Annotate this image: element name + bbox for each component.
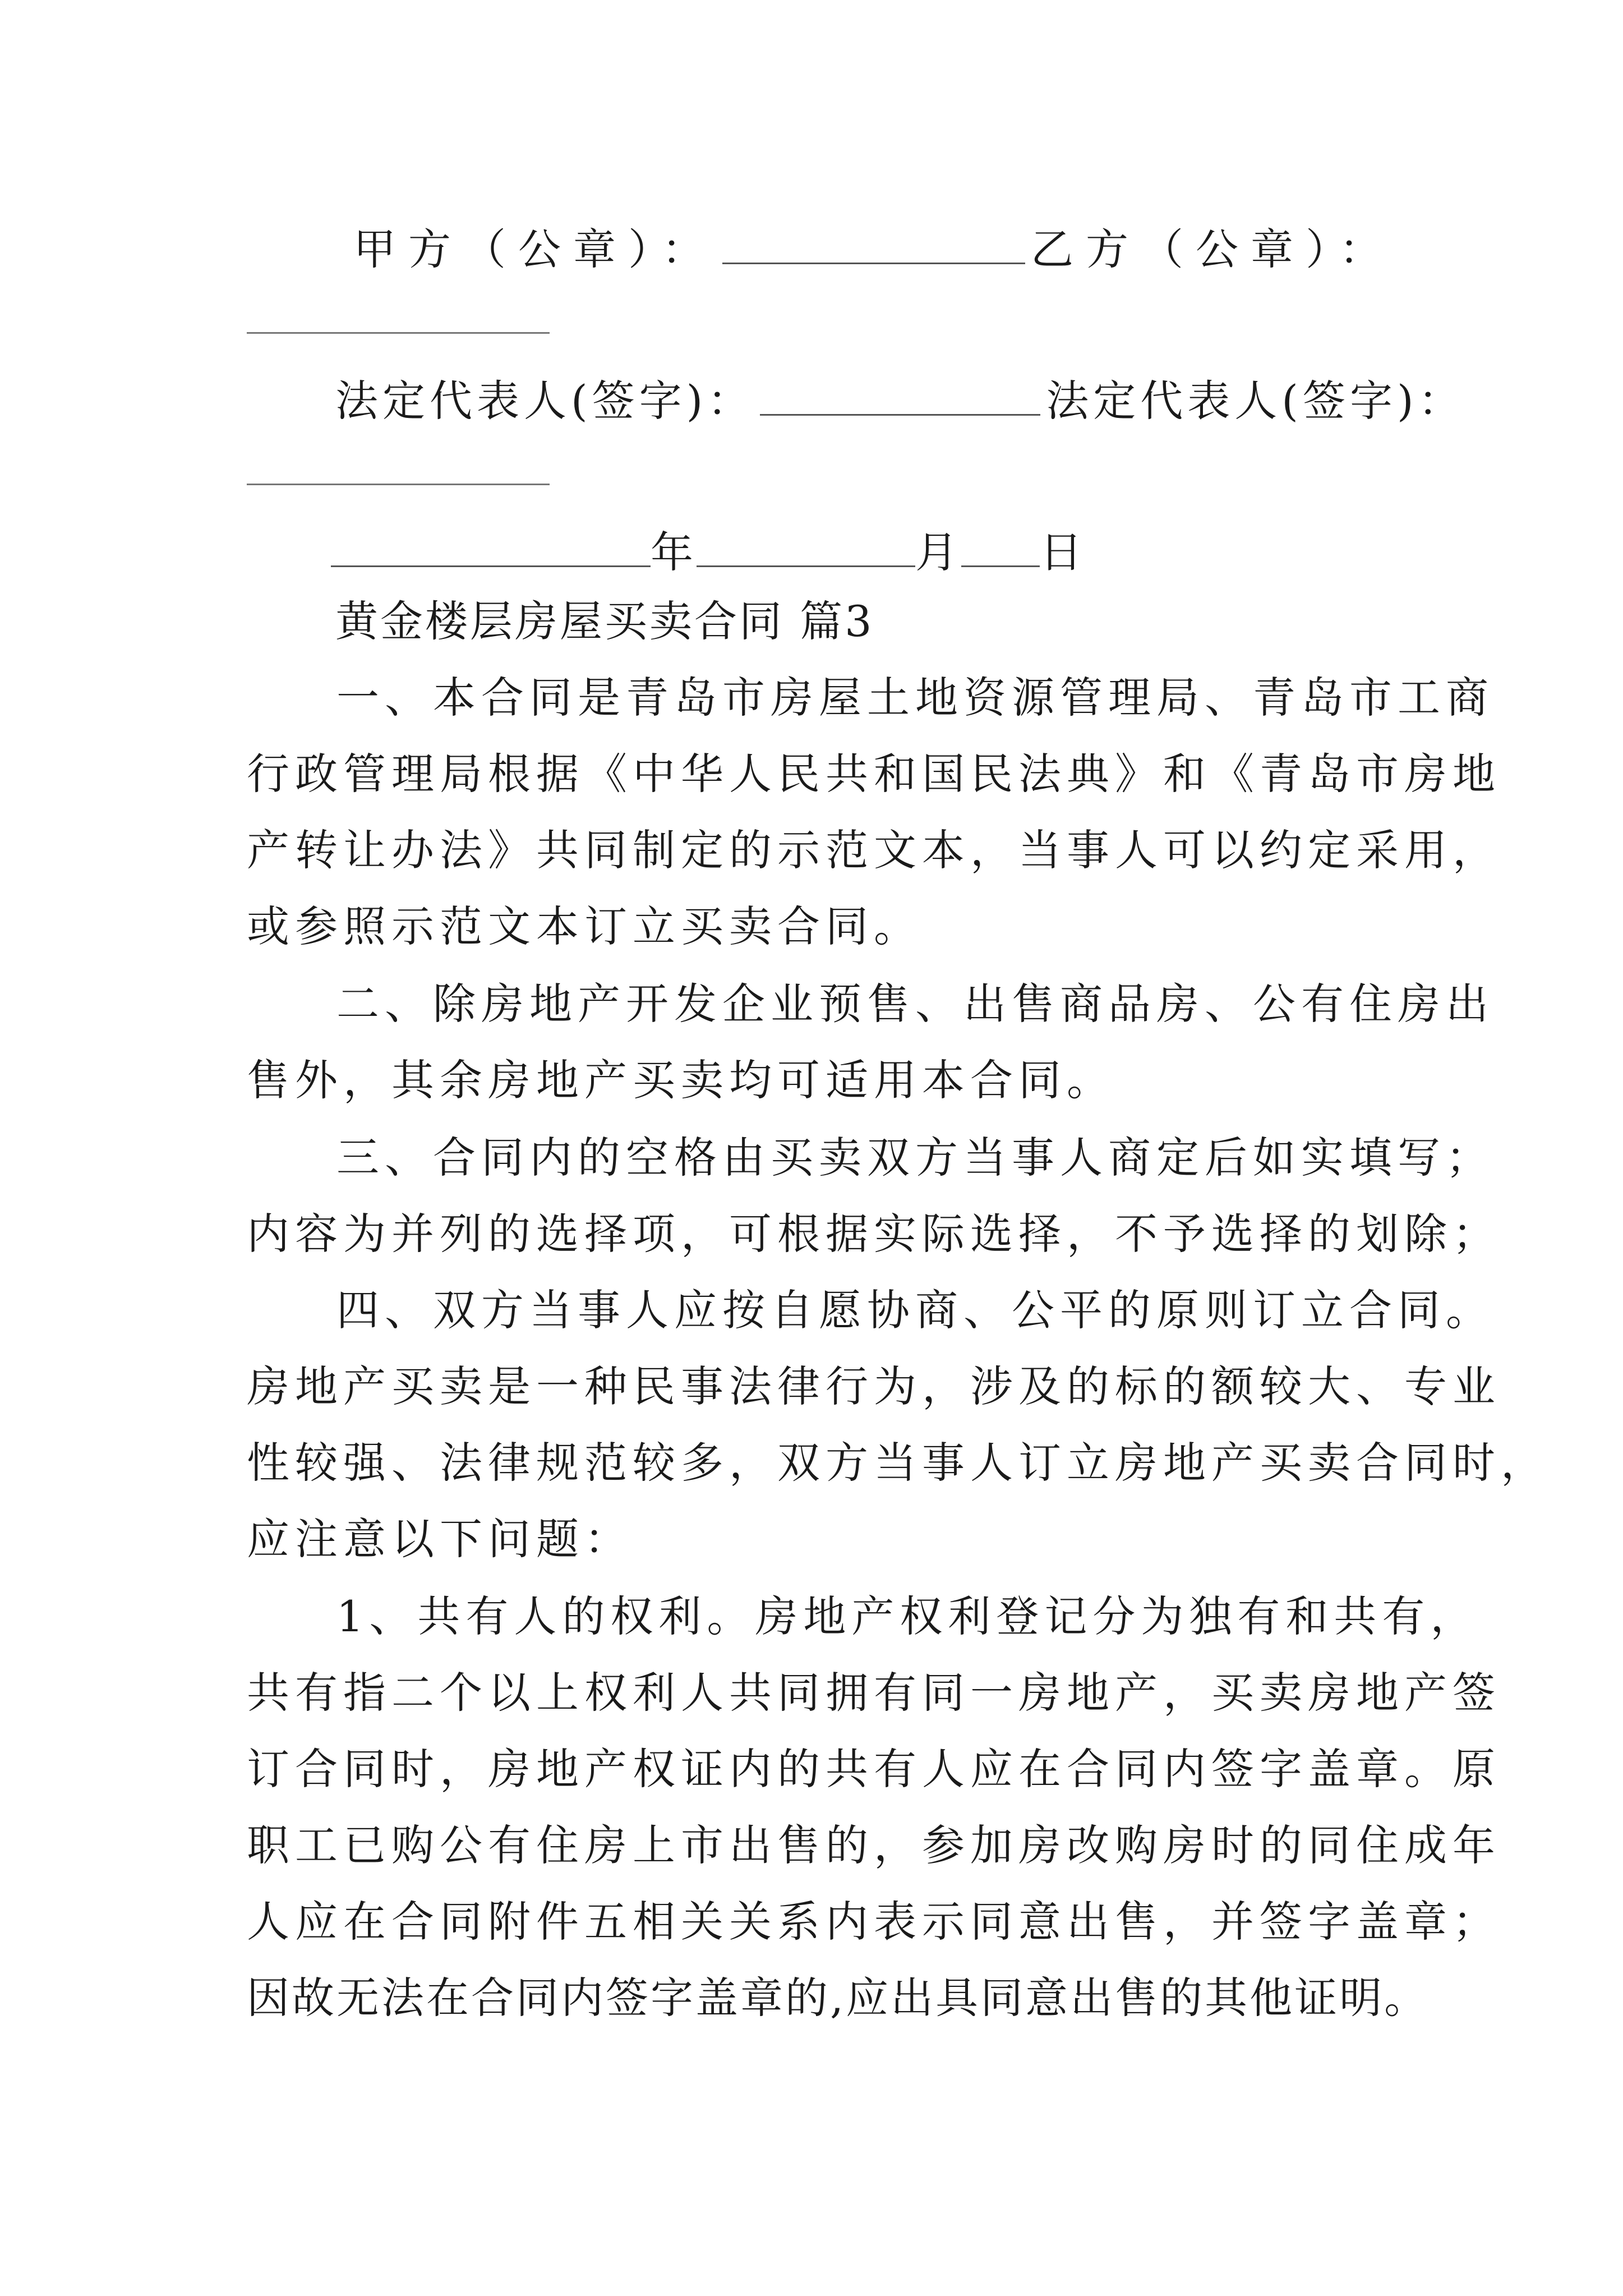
party-a-seal-blank bbox=[722, 223, 1025, 264]
rep-a-label: 法定代表人(签字)： bbox=[335, 376, 755, 426]
body-line: 三、合同内的空格由买卖双方当事人商定后如实填写； bbox=[336, 1133, 1494, 1182]
body-line: 人应在合同附件五相关关系内表示同意出售，并签字盖章； bbox=[247, 1897, 1501, 1947]
body-line: 行政管理局根据《中华人民共和国民法典》和《青岛市房地 bbox=[247, 749, 1501, 799]
body-line: 或参照示范文本订立买卖合同。 bbox=[247, 901, 922, 951]
party-b-seal-blank bbox=[247, 332, 550, 334]
body-line: 应注意以下问题： bbox=[247, 1514, 633, 1564]
body-line: 订合同时，房地产权证内的共有人应在合同内签字盖章。原 bbox=[247, 1744, 1501, 1794]
body-line: 1、共有人的权利。房地产权利登记分为独有和共有， bbox=[336, 1591, 1479, 1641]
body-line: 一、本合同是青岛市房屋土地资源管理局、青岛市工商 bbox=[336, 673, 1494, 723]
body-line: 四、双方当事人应按自愿协商、公平的原则订立合同。 bbox=[336, 1285, 1494, 1335]
section-heading: 黄金楼层房屋买卖合同 篇3 bbox=[335, 596, 874, 646]
party-seal-line bbox=[353, 223, 1531, 274]
month-blank bbox=[697, 526, 915, 567]
rep-a-blank bbox=[760, 375, 1040, 416]
party-a-seal-label: 甲方（公章）： bbox=[353, 224, 717, 274]
representative-line bbox=[335, 375, 1513, 426]
body-line: 因故无法在合同内签字盖章的,应出具同意出售的其他证明。 bbox=[247, 1973, 1430, 2023]
day-label: 日 bbox=[1040, 527, 1086, 577]
body-line: 共有指二个以上权利人共同拥有同一房地产，买卖房地产签 bbox=[247, 1668, 1501, 1718]
rep-b-blank bbox=[247, 484, 550, 485]
rep-b-label: 法定代表人(签字)： bbox=[1046, 376, 1465, 426]
year-label: 年 bbox=[651, 527, 697, 577]
body-line: 房地产买卖是一种民事法律行为，涉及的标的额较大、专业 bbox=[247, 1361, 1501, 1411]
body-line: 性较强、法律规范较多，双方当事人订立房地产买卖合同时， bbox=[247, 1438, 1549, 1488]
body-line: 内容为并列的选择项，可根据实际选择，不予选择的划除； bbox=[247, 1209, 1501, 1259]
date-line bbox=[331, 526, 1509, 577]
body-line: 产转让办法》共同制定的示范文本，当事人可以约定采用， bbox=[247, 825, 1501, 875]
year-blank bbox=[331, 526, 651, 567]
body-line: 职工已购公有住房上市出售的，参加房改购房时的同住成年 bbox=[247, 1820, 1501, 1870]
party-b-seal-label: 乙方（公章）： bbox=[1031, 224, 1394, 274]
month-label: 月 bbox=[915, 527, 961, 577]
body-line: 售外，其余房地产买卖均可适用本合同。 bbox=[247, 1055, 1115, 1105]
body-line: 二、除房地产开发企业预售、出售商品房、公有住房出 bbox=[336, 979, 1494, 1029]
day-blank bbox=[961, 526, 1040, 567]
